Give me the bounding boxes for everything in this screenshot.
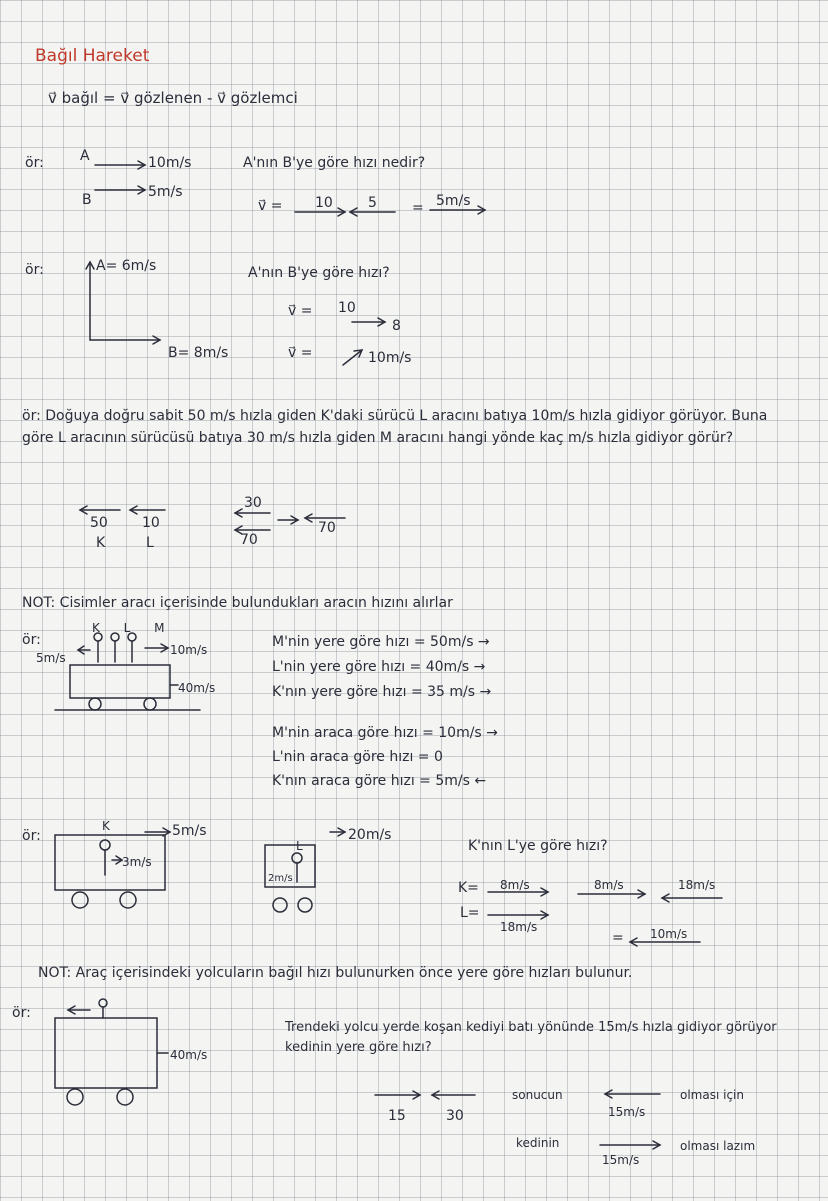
example-label-2: ör: <box>25 262 44 278</box>
ex6-kedi-value: 15m/s <box>602 1153 640 1167</box>
ex5-l-label: L <box>296 839 303 853</box>
relative-velocity-formula: v⃗ bağıl = v⃗ gözlenen - v⃗ gözlemci <box>48 89 298 107</box>
note-2: NOT: Araç içerisindeki yolcuların bağıl hızı bulunurken önce yere göre hızları bulunur. <box>38 965 633 981</box>
page-title: Bağıl Hareket <box>35 46 150 66</box>
ex1-b-speed: 5m/s <box>148 184 183 200</box>
ex4-line-6: K'nın araca göre hızı = 5m/s ← <box>272 773 487 789</box>
ex4-right-speed: 10m/s <box>170 643 208 657</box>
ex6-v30: 30 <box>446 1108 464 1124</box>
ex2-question: A'nın B'ye göre hızı? <box>248 265 390 281</box>
ex2-six: 10 <box>338 300 356 316</box>
ex3-k-label: K <box>96 535 106 551</box>
ex6-sonuc-value: 15m/s <box>608 1105 646 1119</box>
ex4-line-5: L'nin araca göre hızı = 0 <box>272 749 443 765</box>
ex3-bottom-value: 70 <box>240 532 258 548</box>
ex2-result: 10m/s <box>368 350 412 366</box>
example-label-4: ör: <box>22 632 41 648</box>
ex1-a-speed: 10m/s <box>148 155 192 171</box>
ex6-kedinin: kedinin <box>516 1136 560 1150</box>
ex4-line-4: M'nin araca göre hızı = 10m/s → <box>272 725 498 741</box>
ex3-l-label: L <box>146 535 154 551</box>
ex2-a-speed: A= 6m/s <box>96 258 157 274</box>
ex5-l-value: 18m/s <box>500 920 538 934</box>
ex5-l-speed: 2m/s <box>268 873 293 884</box>
ex5-mid-2: 18m/s <box>678 878 716 892</box>
ex5-question: K'nın L'ye göre hızı? <box>468 838 608 854</box>
ex6-v15: 15 <box>388 1108 406 1124</box>
ex1-eq: = <box>412 200 424 216</box>
ex3-l-value: 10 <box>142 515 160 531</box>
ex2-b-speed: B= 8m/s <box>168 345 229 361</box>
ex6-olmasi-lazim: olması lazım <box>680 1139 756 1153</box>
ex4-left-speed: 5m/s <box>36 651 66 665</box>
ex5-l-eq: L= <box>460 905 480 921</box>
ex1-val10: 10 <box>315 195 333 211</box>
ex3-top-value: 30 <box>244 495 262 511</box>
ex3-k-value: 50 <box>90 515 108 531</box>
example-label-6: ör: <box>12 1005 31 1021</box>
ex5-eq: = <box>612 930 624 946</box>
ex2-v2: v⃗ = <box>288 345 313 361</box>
note-1: NOT: Cisimler aracı içerisinde bulundukları aracın hızını alırlar <box>22 595 453 611</box>
ex1-b-label: B <box>82 192 92 208</box>
ex1-a-label: A <box>80 148 90 164</box>
ex6-sonucun: sonucun <box>512 1088 563 1102</box>
ex6-car-speed: 40m/s <box>170 1048 208 1062</box>
ex5-k-label: K <box>102 819 110 833</box>
ex4-line-1: M'nin yere göre hızı = 50m/s → <box>272 634 490 650</box>
ex1-v: v⃗ = <box>258 198 283 214</box>
ex5-result: 10m/s <box>650 927 688 941</box>
ex1-question: A'nın B'ye göre hızı nedir? <box>243 155 426 171</box>
ex4-line-2: L'nin yere göre hızı = 40m/s → <box>272 659 486 675</box>
ex4-people-labels: K L M <box>92 621 175 635</box>
ex6-question-text: Trendeki yolcu yerde koşan kediyi batı yönünde 15m/s hızla gidiyor görüyor kedinin yere göre hızı? <box>285 1020 777 1055</box>
ex5-mid-1: 8m/s <box>594 878 624 892</box>
example-label-1: ör: <box>25 155 44 171</box>
ex5-k-eq: K= <box>458 880 479 896</box>
ex5-car1-speed: 5m/s <box>172 823 207 839</box>
ex2-eight: 8 <box>392 318 401 334</box>
ex5-k-value: 8m/s <box>500 878 530 892</box>
ex2-v1: v⃗ = <box>288 303 313 319</box>
ex1-result: 5m/s <box>436 193 471 209</box>
ex4-car-speed: 40m/s <box>178 681 216 695</box>
ex5-k-speed: 3m/s <box>122 855 152 869</box>
ex3-question-text: ör: Doğuya doğru sabit 50 m/s hızla giden K'daki sürücü L aracını batıya 10m/s hızla gidiyor görüyor. Buna göre L aracının sürücüsü batıya 30 m/s hızla giden M aracını hangi yönde kaç m/s hızla gidiyor görür? <box>22 408 768 446</box>
ex3-result-value: 70 <box>318 520 336 536</box>
ex1-val5: 5 <box>368 195 377 211</box>
ex6-olmasi-icin: olması için <box>680 1088 744 1102</box>
ex4-line-3: K'nın yere göre hızı = 35 m/s → <box>272 684 492 700</box>
ex5-car2-speed: 20m/s <box>348 827 392 843</box>
example-label-5: ör: <box>22 828 41 844</box>
